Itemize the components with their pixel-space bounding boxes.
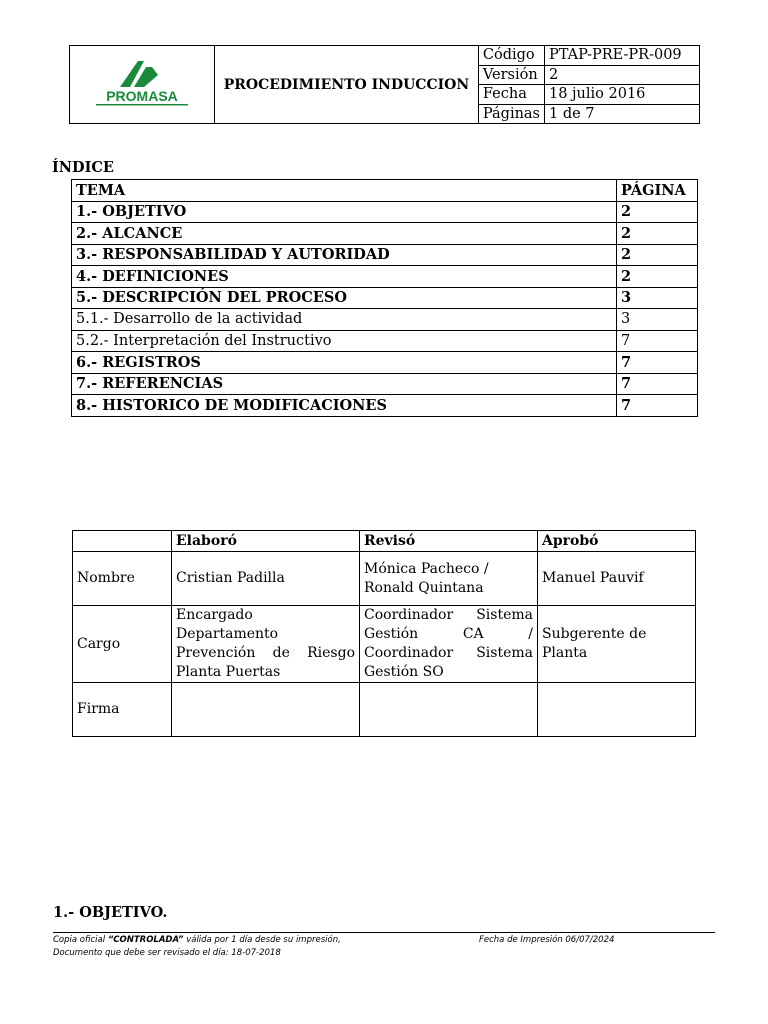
index-pagina: 2	[617, 244, 698, 266]
cargo-elaboro-line: Prevención de Riesgo	[176, 645, 355, 661]
cargo-reviso-line: Coordinador Sistema	[364, 607, 533, 623]
index-tema: 8.- HISTORICO DE MODIFICACIONES	[72, 395, 617, 417]
index-row	[72, 373, 698, 395]
firma-elaboro	[172, 683, 360, 737]
document-header	[69, 45, 700, 124]
cargo-elaboro-line: Encargado Departamento	[176, 607, 279, 642]
approval-table	[72, 530, 696, 737]
logo-cell	[70, 46, 215, 124]
index-pagina: 7	[617, 352, 698, 374]
promasa-logo	[92, 59, 192, 107]
index-row	[72, 330, 698, 352]
footer-copy-suffix: válida por 1 día desde su impresión,	[183, 935, 341, 945]
index-row	[72, 201, 698, 223]
index-tema: 5.2.- Interpretación del Instructivo	[72, 330, 617, 352]
firma-aprobo	[538, 683, 696, 737]
footer-print-date: Fecha de Impresión 06/07/2024	[479, 935, 615, 945]
index-row	[72, 309, 698, 331]
footer-copy-note	[53, 935, 341, 945]
approval-row-cargo	[73, 606, 696, 683]
col-aprobo: Aprobó	[538, 531, 696, 552]
field-label-fecha: Fecha	[478, 85, 544, 105]
index-tema: 5.- DESCRIPCIÓN DEL PROCESO	[72, 287, 617, 309]
col-reviso: Revisó	[360, 531, 538, 552]
nombre-elaboro: Cristian Padilla	[172, 552, 360, 606]
index-pagina: 7	[617, 395, 698, 417]
cargo-reviso-line: Coordinador Sistema	[364, 645, 533, 661]
cargo-reviso	[360, 606, 538, 683]
row-label-firma: Firma	[73, 683, 172, 737]
cargo-elaboro-line: Planta Puertas	[176, 664, 281, 680]
nombre-reviso-line: Ronald Quintana	[364, 579, 484, 596]
index-tema: 2.- ALCANCE	[72, 223, 617, 245]
index-tema: 3.- RESPONSABILIDAD Y AUTORIDAD	[72, 244, 617, 266]
index-row	[72, 352, 698, 374]
field-value-codigo: PTAP-PRE-PR-009	[545, 46, 700, 66]
index-row	[72, 395, 698, 417]
index-tema: 4.- DEFINICIONES	[72, 266, 617, 288]
index-col-tema: TEMA	[72, 180, 617, 202]
document-title: PROCEDIMIENTO INDUCCION	[215, 46, 479, 124]
index-table	[71, 179, 698, 417]
field-label-version: Versión	[478, 65, 544, 85]
index-tema: 5.1.- Desarrollo de la actividad	[72, 309, 617, 331]
field-label-codigo: Código	[478, 46, 544, 66]
nombre-aprobo: Manuel Pauvif	[538, 552, 696, 606]
cargo-aprobo: Subgerente de Planta	[538, 606, 696, 683]
index-col-pagina: PÁGINA	[617, 180, 698, 202]
index-pagina: 7	[617, 373, 698, 395]
field-label-paginas: Páginas	[478, 104, 544, 124]
index-pagina: 3	[617, 309, 698, 331]
index-header-row	[72, 180, 698, 202]
footer-copy-prefix: Copia oficial	[53, 935, 108, 945]
firma-reviso	[360, 683, 538, 737]
col-elaboro: Elaboró	[172, 531, 360, 552]
logo-text: PROMASA	[106, 87, 178, 104]
index-row	[72, 287, 698, 309]
index-pagina: 2	[617, 201, 698, 223]
approval-corner	[73, 531, 172, 552]
cargo-reviso-line: Gestión CA /	[364, 626, 533, 642]
index-row	[72, 244, 698, 266]
cargo-reviso-line: Gestión SO	[364, 664, 444, 680]
row-label-cargo: Cargo	[73, 606, 172, 683]
index-pagina: 2	[617, 266, 698, 288]
approval-row-firma	[73, 683, 696, 737]
index-pagina: 3	[617, 287, 698, 309]
cargo-elaboro	[172, 606, 360, 683]
footer-controlada: “CONTROLADA”	[107, 935, 184, 945]
index-row	[72, 266, 698, 288]
field-value-fecha: 18 julio 2016	[545, 85, 700, 105]
index-pagina: 7	[617, 330, 698, 352]
index-tema: 6.- REGISTROS	[72, 352, 617, 374]
footer-divider	[53, 932, 715, 933]
footer-review-note: Documento que debe ser revisado el día: 18-07-2018	[53, 948, 281, 958]
field-value-version: 2	[545, 65, 700, 85]
approval-header-row	[73, 531, 696, 552]
section-title-objetivo: 1.- OBJETIVO.	[53, 904, 168, 921]
field-value-paginas: 1 de 7	[545, 104, 700, 124]
index-title: ÍNDICE	[52, 159, 114, 176]
index-tema: 1.- OBJETIVO	[72, 201, 617, 223]
nombre-reviso	[360, 552, 538, 606]
index-row	[72, 223, 698, 245]
approval-row-nombre	[73, 552, 696, 606]
index-tema: 7.- REFERENCIAS	[72, 373, 617, 395]
index-pagina: 2	[617, 223, 698, 245]
row-label-nombre: Nombre	[73, 552, 172, 606]
nombre-reviso-line: Mónica Pacheco /	[364, 560, 489, 577]
